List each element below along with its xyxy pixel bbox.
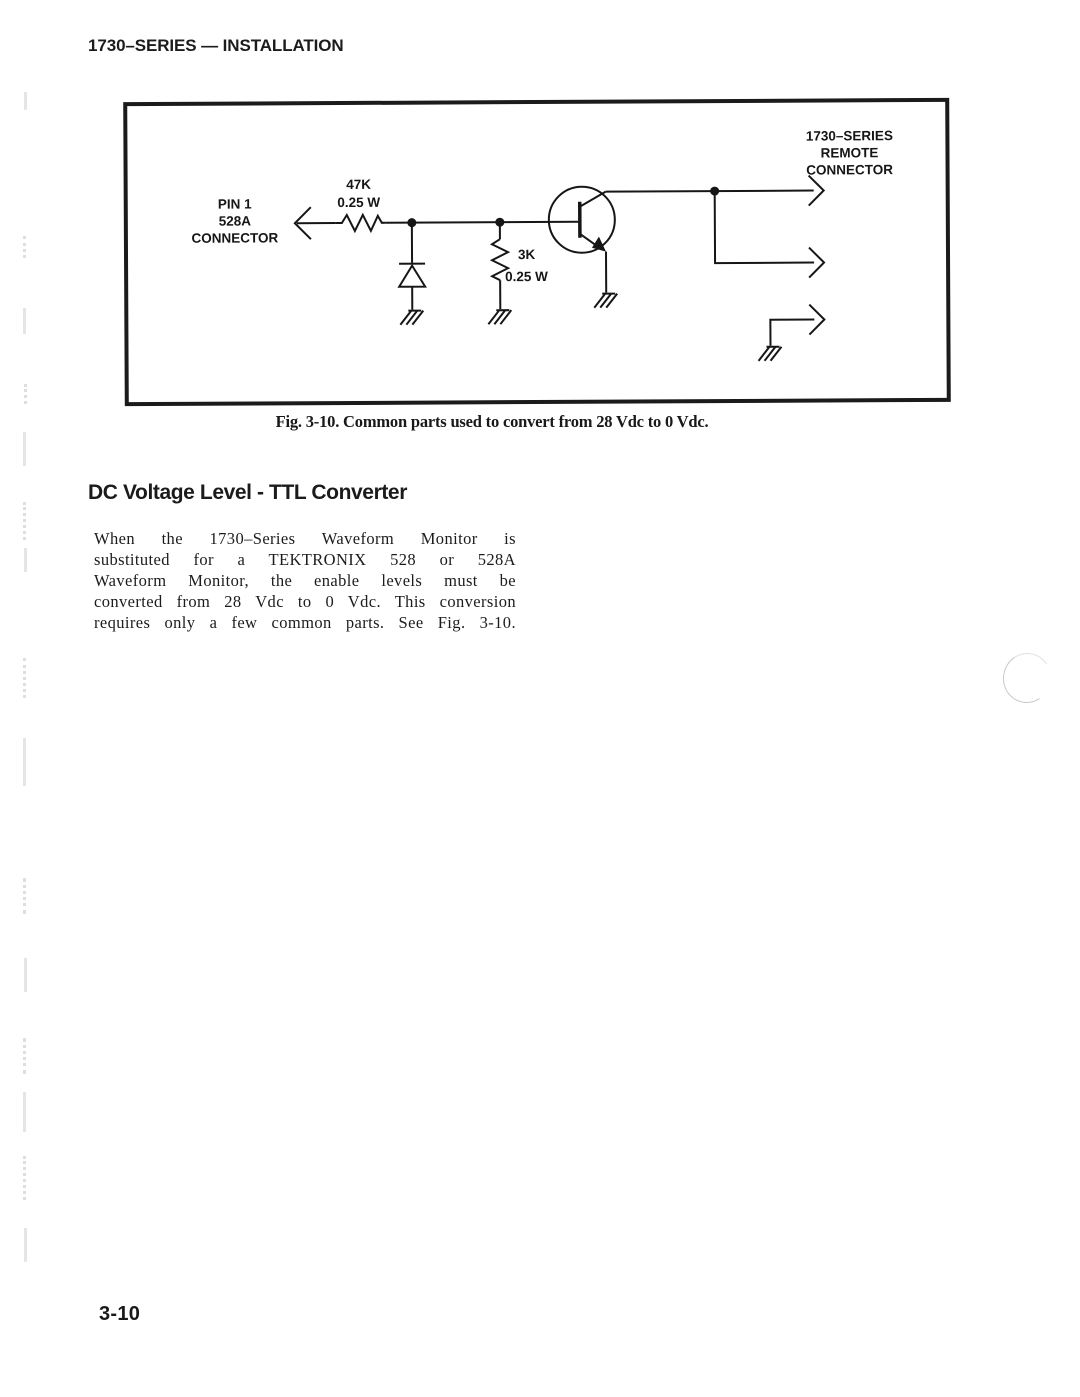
scan-artifact	[24, 958, 27, 992]
page-header: 1730–SERIES — INSTALLATION	[88, 36, 344, 55]
figure-caption: Fig. 3-10. Common parts used to convert from 28 Vdc to 0 Vdc.	[275, 412, 709, 431]
circuit-diagram	[127, 102, 945, 398]
scan-artifact	[24, 92, 27, 110]
scan-artifact	[23, 1092, 26, 1132]
remote-wire-2	[715, 191, 814, 264]
scan-artifact	[24, 384, 27, 404]
transistor-body	[549, 187, 615, 253]
scan-artifact	[23, 658, 26, 698]
scan-artifact	[23, 308, 26, 334]
body-line: requires only a few common parts. See Fig. 3-10.	[94, 613, 516, 632]
label-remote-line3: CONNECTOR	[806, 162, 893, 178]
scan-artifact	[24, 548, 27, 572]
body-line: When the 1730–Series Waveform Monitor is	[94, 529, 516, 548]
scan-artifact	[23, 502, 26, 540]
ground-icon	[400, 311, 423, 325]
collector-output-wire	[606, 191, 814, 192]
body-paragraph	[94, 528, 516, 633]
label-r3k-value: 3K	[517, 247, 536, 263]
label-pin-line3: CONNECTOR	[191, 230, 279, 246]
ground-icon	[594, 294, 617, 308]
diode-wire	[399, 227, 425, 310]
junction-dot	[407, 218, 416, 227]
scan-artifact	[23, 878, 26, 914]
label-r47k-wattage: 0.25 W	[337, 194, 381, 211]
label-r3k-wattage: 0.25 W	[505, 268, 548, 285]
body-line: Waveform Monitor, the enable levels must be	[94, 571, 516, 590]
junction-dot	[495, 218, 504, 227]
page-number: 3-10	[99, 1303, 141, 1325]
label-pin-line1: PIN 1	[217, 196, 252, 212]
ground-icon	[758, 347, 781, 361]
scan-artifact	[23, 1038, 26, 1074]
label-pin-line2: 528A	[218, 213, 252, 229]
section-heading: DC Voltage Level - TTL Converter	[88, 481, 407, 504]
transistor-collector	[580, 192, 606, 207]
scan-artifact	[23, 1156, 26, 1200]
label-remote-line2: REMOTE	[820, 145, 879, 161]
scan-artifact	[23, 432, 26, 466]
scan-artifact	[23, 738, 26, 786]
body-line: substituted for a TEKTRONIX 528 or 528A	[94, 550, 516, 569]
scan-artifact	[23, 236, 26, 258]
remote-wire-3	[770, 320, 814, 346]
label-r47k-value: 47K	[346, 176, 372, 192]
scan-artifact	[24, 1228, 27, 1262]
scan-artifact-arc	[998, 649, 1055, 708]
label-remote-line1: 1730–SERIES	[805, 128, 893, 144]
body-line: converted from 28 Vdc to 0 Vdc. This conversion	[94, 592, 516, 611]
ground-icon	[488, 310, 511, 324]
figure-box	[123, 98, 951, 406]
resistor-47k	[336, 215, 386, 231]
diode	[399, 266, 425, 287]
